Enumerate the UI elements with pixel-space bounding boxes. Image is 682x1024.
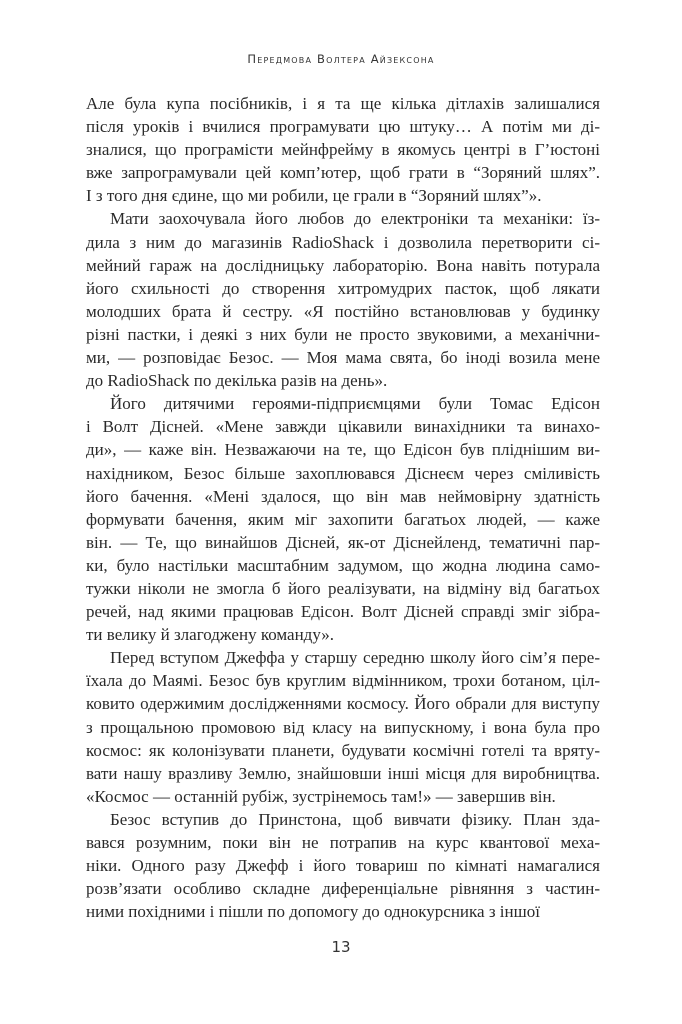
text-line: Безос вступив до Принстона, щоб вивчати фізику. План зда- [110, 809, 600, 829]
body-text [86, 92, 600, 923]
text-line: вже запрограмували цей комп’ютер, щоб грати в “Зоряний шлях”. [86, 163, 600, 183]
paragraph [86, 808, 600, 923]
text-line: ти велику й злагоджену команду». [86, 625, 334, 645]
text-line: «Космос — останній рубіж, зустрінемось там!» — завершив він. [86, 786, 556, 806]
page-number: 13 [331, 938, 351, 956]
paragraph [86, 646, 600, 808]
text-line: молодших брата й сестру. «Я постійно встановлював у будинку [86, 301, 600, 321]
text-line: з прощальною промовою від класу на випускному, і вона була про [86, 717, 600, 737]
running-head: Передмова Волтера Айзексона [247, 52, 435, 66]
text-line: ніки. Одного разу Джефф і його товариш по кімнаті намагалися [86, 856, 600, 876]
text-line: І з того дня єдине, що ми робили, це грали в “Зоряний шлях”». [86, 186, 542, 206]
text-line: їхала до Маямі. Безос був круглим відмінником, трохи ботаном, ціл- [86, 671, 600, 691]
text-line: дила з ним до магазинів RadioShack і дозволила перетворити сі- [86, 232, 600, 252]
text-line: вався розумним, поки він не потрапив на курс квантової меха- [86, 833, 600, 852]
text-line: Перед вступом Джеффа у старшу середню школу його сім’я пере- [110, 648, 600, 668]
text-line: Його дитячими героями-підприємцями були Томас Едісон [110, 394, 600, 414]
text-line: ми, — розповідає Безос. — Моя мама свята, бо іноді возила мене [86, 348, 600, 368]
text-line: Мати заохочувала його любов до електроніки та механіки: їз- [110, 209, 600, 229]
paragraph [86, 207, 600, 392]
paragraph [86, 92, 600, 207]
text-line: Але була купа посібників, і я та ще кілька дітлахів залишалися [86, 94, 600, 113]
text-line: тужки ніколи не змогла б його реалізувати, на відміну від багатьох [86, 578, 600, 598]
text-line: мейний гараж на дослідницьку лабораторію. Вона навіть потурала [86, 255, 600, 275]
text-line: різні пастки, і деякі з них були не просто звуковими, а механічни- [86, 324, 600, 344]
text-line: його схильності до створення хитромудрих пасток, щоб лякати [86, 278, 600, 298]
text-line: і Волт Дісней. «Мене завжди цікавили винахідники та винахо- [86, 417, 600, 437]
text-line: вати нашу вразливу Землю, знайшовши інші місця для виробництва. [86, 763, 600, 783]
text-line: до RadioShack по декілька разів на день». [86, 371, 388, 391]
text-line: формувати бачення, яким міг захопити багатьох людей, — каже [86, 509, 600, 529]
text-line: космос: як колонізувати планети, будувати космічні готелі та врятy- [86, 740, 600, 760]
text-line: ковито одержимим дослідженнями космосу. Його обрали для виступу [86, 694, 600, 714]
text-line: нахідником, Безос більше захоплювався Діснеєм через сміливість [86, 463, 600, 483]
text-line: ки, було настільки масштабним задумом, що жодна людина само- [86, 555, 600, 575]
text-line: його бачення. «Мені здалося, що він мав неймовірну здатність [86, 486, 600, 506]
text-line: ними похідними і пішли по допомогу до однокурсника з іншої [86, 902, 540, 922]
text-line: він. — Те, що винайшов Дісней, як-от Діснейленд, тематичні пар- [86, 532, 600, 552]
text-line: речей, над якими працював Едісон. Волт Дісней справді зміг зібра- [86, 602, 600, 622]
text-line: ди», — каже він. Незважаючи на те, що Едісон був пліднішим ви- [86, 440, 600, 460]
paragraph [86, 392, 600, 646]
text-line: після уроків і вчилися програмувати цю штуку… А потім ми ді- [86, 117, 600, 137]
text-line: розв’язати особливо складне диференціальне рівняння з частин- [86, 879, 600, 899]
text-line: зналися, що програмісти мейнфрейму в якомусь центрі в Г’юстоні [86, 140, 600, 160]
